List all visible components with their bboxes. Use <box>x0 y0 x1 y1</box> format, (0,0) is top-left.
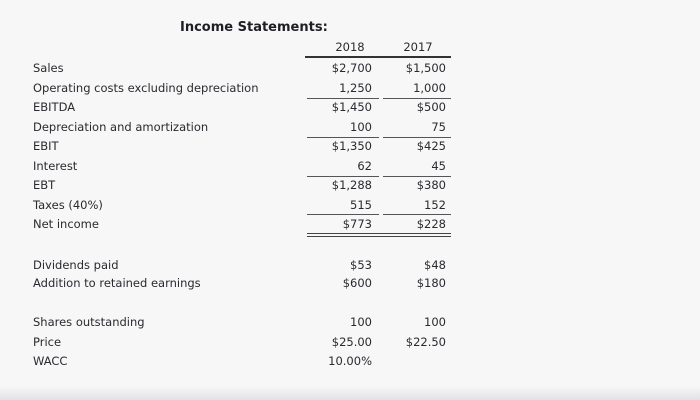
subtotal-line <box>307 137 379 138</box>
value-2018: 62 <box>357 159 372 173</box>
screen-bezel-edge <box>0 386 700 400</box>
row-label: EBT <box>33 178 56 192</box>
subtotal-line <box>307 176 379 177</box>
value-2017: $500 <box>416 100 446 114</box>
double-underline <box>307 236 451 237</box>
page-title: Income Statements: <box>180 20 328 35</box>
value-2018: $25.00 <box>331 335 372 349</box>
row-label: Shares outstanding <box>33 315 145 329</box>
value-2018: $773 <box>342 217 372 231</box>
value-2017: 100 <box>424 315 446 329</box>
value-2018: $1,450 <box>331 100 372 114</box>
value-2017: $228 <box>416 217 446 231</box>
table-row <box>0 276 700 294</box>
row-label: EBIT <box>33 139 59 153</box>
row-label: Net income <box>33 217 99 231</box>
value-2017: $22.50 <box>405 335 446 349</box>
row-label: Sales <box>33 61 64 75</box>
value-2018: $1,288 <box>331 178 372 192</box>
value-2018: 100 <box>350 120 372 134</box>
value-2018: $2,700 <box>331 61 372 75</box>
table-row <box>0 159 700 177</box>
double-underline <box>307 233 451 234</box>
table-row <box>0 61 700 79</box>
table-row <box>0 100 700 118</box>
row-label: EBITDA <box>33 100 76 114</box>
row-label: Interest <box>33 159 78 173</box>
table-row <box>0 120 700 138</box>
row-label: Dividends paid <box>33 258 119 272</box>
table-row <box>0 258 700 276</box>
value-2017: 45 <box>431 159 446 173</box>
value-2018: 1,250 <box>339 81 372 95</box>
value-2018: 100 <box>350 315 372 329</box>
table-row <box>0 315 700 333</box>
value-2017: $425 <box>416 139 446 153</box>
value-2017: $1,500 <box>405 61 446 75</box>
subtotal-line <box>383 137 451 138</box>
table-row <box>0 354 700 372</box>
subtotal-line <box>383 98 451 99</box>
subtotal-line <box>383 214 451 215</box>
table-row <box>0 139 700 157</box>
row-label: WACC <box>33 354 68 368</box>
subtotal-line <box>383 176 451 177</box>
value-2018: $53 <box>350 258 372 272</box>
row-label: Addition to retained earnings <box>33 276 201 290</box>
value-2018: $1,350 <box>331 139 372 153</box>
row-label: Operating costs excluding depreciation <box>33 81 259 95</box>
subtotal-line <box>307 214 379 215</box>
value-2017: 75 <box>431 120 446 134</box>
header-underline <box>305 56 451 58</box>
value-2017: $380 <box>416 178 446 192</box>
table-row <box>0 178 700 196</box>
value-2018: 10.00% <box>328 354 372 368</box>
year-header-2018: 2018 <box>335 40 365 54</box>
year-header-2017: 2017 <box>403 40 433 54</box>
value-2018: $600 <box>342 276 372 290</box>
table-row <box>0 81 700 99</box>
value-2018: 515 <box>350 198 372 212</box>
row-label: Depreciation and amortization <box>33 120 209 134</box>
value-2017: 1,000 <box>413 81 446 95</box>
value-2017: $180 <box>416 276 446 290</box>
row-label: Price <box>33 335 62 349</box>
value-2017: 152 <box>424 198 446 212</box>
table-row <box>0 335 700 353</box>
subtotal-line <box>307 98 379 99</box>
value-2017: $48 <box>424 258 446 272</box>
row-label: Taxes (40%) <box>33 198 103 212</box>
